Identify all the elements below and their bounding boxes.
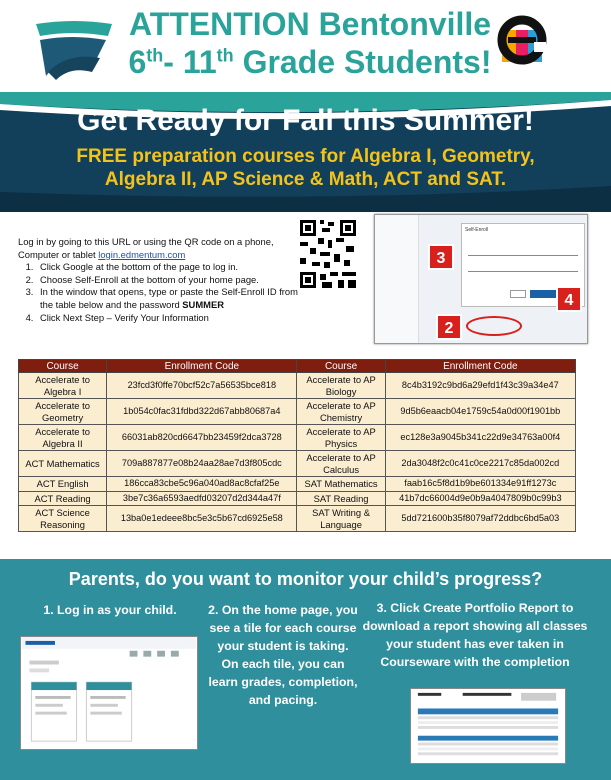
enroll-id-field [468, 248, 578, 256]
login-instructions [18, 236, 298, 324]
parent-step-2: 2. On the home page, you see a tile for each course your student is taking. On each tile, you can learn grades, completion, and pacing. [208, 603, 358, 707]
table-row [19, 373, 576, 399]
screenshot-sidebar [375, 215, 419, 343]
parent-step-1: 1. Log in as your child. [43, 603, 177, 617]
highlight-circle [466, 316, 522, 336]
portfolio-report-thumbnail [410, 688, 566, 764]
course-cell: SAT Reading [297, 491, 385, 506]
steps-list [36, 261, 298, 324]
step-badge-3: 3 [428, 244, 454, 270]
code-cell: 23fcd3f0ffe70bcf52c7a56535bce818 [107, 373, 297, 399]
course-cell: Accelerate to AP Biology [297, 373, 385, 399]
course-cell: Accelerate to AP Calculus [297, 451, 385, 477]
code-cell: 3be7c36a6593aedfd03207d2d344a47f [107, 491, 297, 506]
edmentum-swoosh-logo [34, 14, 114, 80]
code-cell: 13ba0e1edeee8bc5e3c5b67cd6925e58 [107, 506, 297, 532]
enroll-password-field [468, 264, 578, 272]
course-cell: ACT English [19, 477, 107, 492]
parents-title: Parents, do you want to monitor your child’s progress? [68, 569, 543, 589]
edmentum-e-icon [494, 12, 550, 68]
step-badge-4: 4 [556, 286, 582, 312]
table-row [19, 399, 576, 425]
table-row [19, 491, 576, 506]
qr-code-icon [298, 218, 358, 290]
code-cell: ec128e3a9045b341c22d9e34763a00f4 [385, 425, 575, 451]
table-row [19, 425, 576, 451]
step-item: 3. In the window that opens, type or paste the Self-Enroll ID from the table below and the password SUMMER [36, 286, 298, 311]
course-cell: ACT Mathematics [19, 451, 107, 477]
code-cell: 1b054c0fac31fdbd322d67abb80687a4 [107, 399, 297, 425]
parent-step-3: 3. Click Create Portfolio Report to download a report showing all classes your student has ever taken in Courseware with the completion [362, 601, 588, 669]
course-cell: ACT Science Reasoning [19, 506, 107, 532]
column-header: Enrollment Code [107, 360, 297, 373]
dialog-title: Self-Enroll [465, 227, 489, 233]
course-cell: Accelerate to AP Chemistry [297, 399, 385, 425]
code-cell: 2da3048f2c0c41c0ce2217c85da002cd [385, 451, 575, 477]
table-row [19, 506, 576, 532]
course-cell: Accelerate to AP Physics [297, 425, 385, 451]
course-cell: Accelerate to Algebra I [19, 373, 107, 399]
table-row [19, 477, 576, 492]
column-header: Enrollment Code [385, 360, 575, 373]
course-cell: SAT Mathematics [297, 477, 385, 492]
code-cell: 9d5b6eaacb04e1759c54a0d00f1901bb [385, 399, 575, 425]
table-header-row [19, 360, 576, 373]
code-cell: 5dd721600b35f8079af72ddbc6bd5a03 [385, 506, 575, 532]
step-badge-2: 2 [436, 314, 462, 340]
intro-text: Log in by going to this URL or using the QR code on a phone, Computer or tablet login.edmentum.com [18, 236, 274, 260]
column-header: Course [19, 360, 107, 373]
header [0, 0, 611, 92]
title-line-2: 6th- 11th Grade Students! [128, 44, 492, 80]
banner-title: Get Ready for Fall this Summer! [77, 104, 534, 137]
code-cell: 8c4b3192c9bd6a29efd1f43c39a34e47 [385, 373, 575, 399]
course-cell: ACT Reading [19, 491, 107, 506]
code-cell: 709a887877e08b24aa28ae7d3f805cdc [107, 451, 297, 477]
course-cell: SAT Writing & Language [297, 506, 385, 532]
cancel-button [510, 290, 526, 298]
code-cell: 66031ab820cd6647bb23459f2dca3728 [107, 425, 297, 451]
enrollment-codes-table [18, 359, 576, 532]
column-header: Course [297, 360, 385, 373]
code-cell: 41b7dc66004d9e0b9a4047809b0c99b3 [385, 491, 575, 506]
code-cell: faab16c5f8d1b9be601334e91ff1273c [385, 477, 575, 492]
step-item: 2. Choose Self-Enroll at the bottom of your home page. [36, 274, 298, 287]
banner-subtitle: FREE preparation courses for Algebra I, Geometry, Algebra II, AP Science & Math, ACT and SAT. [76, 146, 535, 190]
step-item: 1. Click Google at the bottom of the page to log in. [36, 261, 298, 274]
course-cell: Accelerate to Geometry [19, 399, 107, 425]
step-item: 4. Click Next Step – Verify Your Information [36, 312, 298, 325]
home-page-thumbnail [20, 636, 198, 750]
title-line-1: ATTENTION Bentonville [128, 6, 492, 42]
table-row [19, 451, 576, 477]
course-cell: Accelerate to Algebra II [19, 425, 107, 451]
code-cell: 186cca83cbe5c96a040ad8ac8cfaf25e [107, 477, 297, 492]
password-text: SUMMER [182, 298, 224, 310]
login-url-link[interactable]: login.edmentum.com [98, 248, 186, 260]
